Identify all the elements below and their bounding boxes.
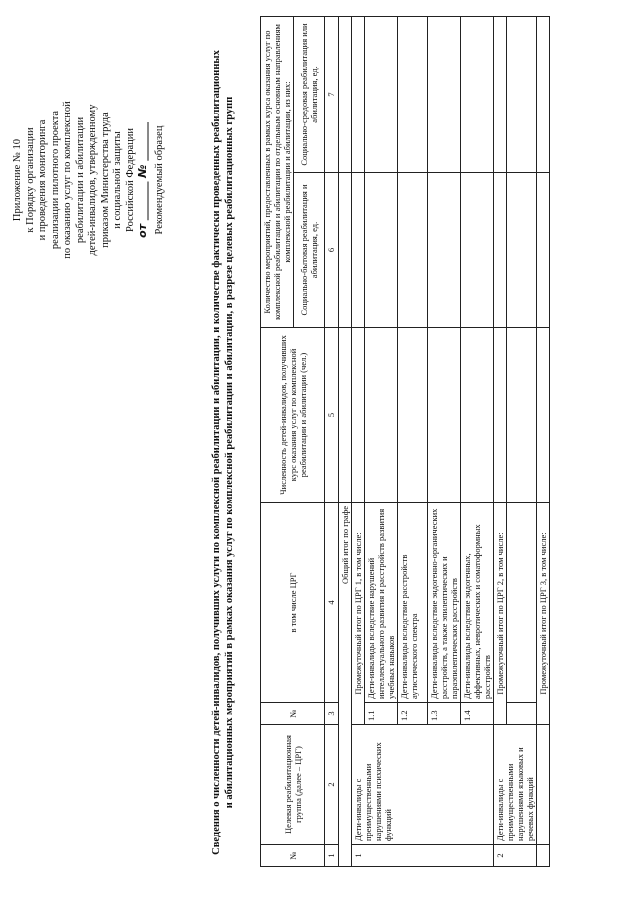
header-num: № bbox=[261, 845, 325, 867]
subtotal-label: Промежуточный итог по ЦРГ 2, в том числе: bbox=[494, 503, 507, 725]
total-row bbox=[339, 16, 352, 866]
subgroup-num: 1.2 bbox=[398, 703, 428, 725]
table-cell[interactable] bbox=[494, 16, 507, 172]
table-cell[interactable] bbox=[507, 16, 537, 172]
subgroup-num bbox=[507, 703, 537, 725]
table-cell[interactable] bbox=[352, 173, 365, 328]
appendix-line: детей-инвалидов, утвержденному bbox=[87, 104, 98, 256]
header-social-domestic: Социально-бытовая реабилитация и абилитация, ед. bbox=[294, 173, 325, 328]
table-cell[interactable] bbox=[428, 16, 461, 172]
table-cell[interactable] bbox=[398, 16, 428, 172]
column-number: 7 bbox=[325, 16, 339, 172]
table-cell[interactable] bbox=[507, 173, 537, 328]
subgroup-name bbox=[507, 503, 537, 703]
appendix-line: Российской Федерации bbox=[124, 128, 136, 232]
header-children-count: Численность детей-инвалидов, получивших курс оказания услуг по комплексной реабилитации и абилитации (чел.) bbox=[261, 328, 325, 503]
table-cell[interactable] bbox=[398, 173, 428, 328]
appendix-line: приказом Министерства труда bbox=[99, 112, 111, 248]
column-number: 1 bbox=[325, 845, 339, 867]
group-row bbox=[537, 16, 550, 866]
order-date-number: от _______ № _______ bbox=[136, 122, 149, 238]
header-in-crg: в том числе ЦРГ bbox=[261, 503, 325, 703]
table-cell[interactable] bbox=[339, 328, 352, 503]
column-number: 3 bbox=[325, 703, 339, 725]
table-cell[interactable] bbox=[461, 16, 494, 172]
appendix-line: Приложение № 10 bbox=[12, 138, 23, 222]
subtotal-label: Промежуточный итог по ЦРГ 3, в том числе: bbox=[537, 503, 550, 725]
column-numbers-row bbox=[325, 16, 339, 866]
table-cell[interactable] bbox=[352, 328, 365, 503]
group-name bbox=[537, 725, 550, 845]
group-name: Дети-инвалиды с преимущественными нарушениями психических функций bbox=[352, 725, 494, 845]
column-number: 4 bbox=[325, 503, 339, 703]
group-num: 1 bbox=[352, 845, 494, 867]
table-cell[interactable] bbox=[428, 173, 461, 328]
header-events-total: Количество мероприятий, предоставленных в рамках курса оказания услуг по комплексной реабилитации и абилитации по отдельным основным направлениям комплексной реабилитации и абилитации, из них: bbox=[261, 16, 294, 327]
table-cell[interactable] bbox=[461, 173, 494, 328]
subtotal-label: Промежуточный итог по ЦРГ 1, в том числе: bbox=[352, 503, 365, 725]
appendix-line: к Порядку организации bbox=[24, 127, 36, 233]
title-line-2: и абилитационных мероприятий в рамках оказания услуг по комплексной реабилитации и абилитации, в разрезе целевых реабилитационных групп bbox=[224, 96, 235, 809]
table-cell[interactable] bbox=[365, 328, 398, 503]
document-title bbox=[210, 40, 236, 865]
subgroup-name: Дети-инвалиды вследствие эндогенно-органических расстройств, а также эпилептических и параэпилептических расстройств bbox=[428, 503, 461, 703]
table-cell[interactable] bbox=[352, 16, 365, 172]
subgroup-num: 1.1 bbox=[365, 703, 398, 725]
header-social-medium: Социально-средовая реабилитация или абилитация, ед. bbox=[294, 16, 325, 172]
subgroup-num: 1.4 bbox=[461, 703, 494, 725]
table-cell[interactable] bbox=[461, 328, 494, 503]
column-number: 2 bbox=[325, 725, 339, 845]
table-cell[interactable] bbox=[339, 16, 352, 172]
group-row bbox=[494, 16, 507, 866]
table-cell[interactable] bbox=[507, 328, 537, 503]
subgroup-name: Дети-инвалиды вследствие нарушений интеллектуального развития и расстройств развития учебных навыков bbox=[365, 503, 398, 703]
appendix-line: реабилитации и абилитации bbox=[74, 116, 86, 244]
table-cell[interactable] bbox=[494, 328, 507, 503]
appendix-line: реализации пилотного проекта bbox=[49, 110, 61, 250]
column-number: 5 bbox=[325, 328, 339, 503]
table-cell[interactable] bbox=[537, 16, 550, 172]
table-cell[interactable] bbox=[365, 16, 398, 172]
table-cell[interactable] bbox=[428, 328, 461, 503]
appendix-line: и проведения мониторинга bbox=[37, 119, 48, 241]
appendix-line: и социальной защиты bbox=[112, 131, 123, 229]
table-cell[interactable] bbox=[537, 173, 550, 328]
table-cell[interactable] bbox=[365, 173, 398, 328]
subgroup-name: Дети-инвалиды вследствие эндогенных, аффективных, невротических и соматоформных расстройств bbox=[461, 503, 494, 703]
appendix-block bbox=[12, 65, 166, 295]
appendix-line: по оказанию услуг по комплексной bbox=[62, 101, 73, 259]
title-line-1: Сведения о численности детей-инвалидов, получивших услуги по комплексной реабилитации и абилитации, и количестве фактически проведенных реабилитационных bbox=[211, 50, 222, 855]
header-row bbox=[261, 16, 294, 866]
group-name: Дети-инвалиды с преимущественными нарушениями языковых и речевых функций bbox=[494, 725, 537, 845]
table-cell[interactable] bbox=[339, 173, 352, 328]
report-table bbox=[260, 16, 550, 867]
table-cell[interactable] bbox=[537, 328, 550, 503]
subgroup-name: Дети-инвалиды вследствие расстройств аутистического спектра bbox=[398, 503, 428, 703]
group-num: 2 bbox=[494, 845, 537, 867]
subgroup-num: 1.3 bbox=[428, 703, 461, 725]
group-row bbox=[352, 16, 365, 866]
column-number: 6 bbox=[325, 173, 339, 328]
total-row-label: Общий итог по графе bbox=[339, 503, 352, 867]
table-cell[interactable] bbox=[494, 173, 507, 328]
header-group: Целевая реабилитационная группа (далее – ЦРГ) bbox=[261, 725, 325, 845]
table-cell[interactable] bbox=[398, 328, 428, 503]
header-sub-num: № bbox=[261, 703, 325, 725]
group-num bbox=[537, 845, 550, 867]
recommended-sample: Рекомендуемый образец bbox=[153, 125, 165, 235]
